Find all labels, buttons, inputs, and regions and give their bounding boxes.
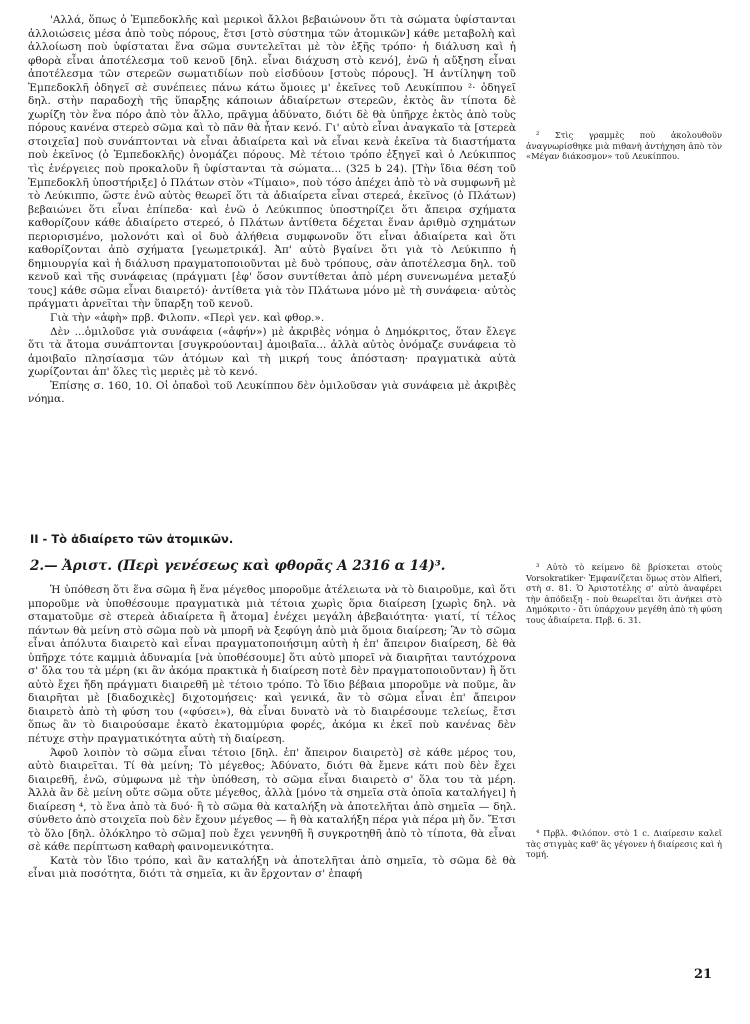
- paragraph: Δὲν ...ὁμιλοῦσε γιὰ συνάφεια («ἁφήν») μὲ ἀκριβὲς νόημα ὁ Δημόκριτος, ὅταν ἔλεγε ὅτι τὰ ἄτομα συνάπτονται [συγκρούονται] ἀμοιβαῖα... ἀλλὰ αὐτὸς ὀνόμαζε συνάφεια τὸ ἀμοιβαῖο πλησίασμα τῶν ἀτόμων καὶ τὴ μικρή τους ἀπόσταση· πραγματικὰ αὐτὰ χωρίζονται ἀπ' ὅλες τὶς μεριὲς μὲ τὸ κενό.: [28, 325, 516, 379]
- footnote-2: [526, 130, 722, 162]
- footnote-text: ³ Αὐτὸ τὸ κείμενο δὲ βρίσκεται στοὺς Vorsokratiker· Ἐμφανίζεται ὅμως στὸν Alfieri, στὴ σ. 81. Ὁ Ἀριστοτέλης σ' αὐτὸ ἀναφέρει τὴν ἀπόδειξη - ποὺ θεωρεῖται ὅτι ἀνήκει στὸ Δημόκριτο - ὅτι ὑπάρχουν μεγέθη ἀπὸ τὴ φύση τους ἀδιαίρετα. Πρβ. 6. 31.: [526, 562, 722, 625]
- footnote-4: [526, 828, 722, 860]
- paragraph: Κατὰ τὸν ἴδιο τρόπο, καὶ ἂν καταλήξη νὰ ἀποτελῆται ἀπὸ σημεῖα, τὸ σῶμα δὲ θὰ εἶναι μιὰ ποσότητα, διότι τὰ σημεῖα, κι ἂν ἔρχονταν σ' ἐπαφή: [28, 854, 516, 881]
- footnote-3: [526, 562, 722, 626]
- paragraph: Ἐπίσης σ. 160, 10. Οἱ ὀπαδοὶ τοῦ Λευκίππου δὲν ὁμιλοῦσαν γιὰ συνάφεια μὲ ἀκριβὲς νόημα.: [28, 379, 516, 406]
- footnote-text: ² Στὶς γραμμὲς ποὺ ἀκολουθοῦν ἀναγνωρίσθηκε μιὰ πιθανὴ ἀντήχηση ἀπὸ τὸν «Μέγαν διάκοσμον» τοῦ Λευκίππου.: [526, 130, 722, 162]
- footnote-text: ⁴ Πρβλ. Φιλόπον. στὸ 1 c. Διαίρεσιν καλεῖ τὰς στιγμὰς καθ' ἃς γέγονεν ἡ διαίρεσις καὶ ἡ τομή.: [526, 828, 722, 860]
- paragraph: Γιὰ τὴν «ἁφὴ» πρβ. Φιλοπν. «Περὶ γεν. καὶ φθορ.».: [50, 312, 325, 325]
- paragraph: Ἡ ὑπόθεση ὅτι ἕνα σῶμα ἢ ἕνα μέγεθος μποροῦμε ἀτέλειωτα νὰ τὸ διαιροῦμε, καὶ ὅτι μποροῦμε νὰ ὑποθέσουμε πραγματικὰ μιὰ τέτοια χωρὶς ὅρια διαίρεση [χωρὶς δηλ. νὰ σταματοῦμε σὲ στερεὰ ἀδιαίρετα ἢ ἄτομα] ἐνέχει μεγάλη ἀβεβαιότητα· γιατί, τί τέλος πάντων θὰ μείνη στὸ σῶμα ποὺ νὰ μπορῆ νὰ ξεφύγη ἀπὸ μιὰ ὅμοια διαίρεση; Ἂν τὸ σῶμα εἶναι ἀπόλυτα διαιρετὸ καὶ εἶναι πραγματοποιήσιμη αὐτὴ ἡ ἐπ' ἄπειρον διαίρεση, δὲ θὰ ὑπῆρχε τότε καμμιὰ ἀδυναμία [νὰ ὑποθέσουμε] ὅτι αὐτὸ μπορεῖ νὰ διαιρῆται ταυτόχρονα σ' ὅλα του τὰ μέρη (κι ἂν ἀκόμα πρακτικὰ ἡ διαίρεση ποτὲ δὲν πραγματοποιοῦνταν) ἢ ὅτι αὐτὸ ἔχει ἤδη πράγματι διαιρεθῆ μὲ τέτοιο τρόπο. Τὸ ἴδιο βέβαια μποροῦμε νὰ ποῦμε, ἂν διαιρῆται μὲ [διαδοχικὲς] διχοτομήσεις· καὶ γενικά, ἂν τὸ σῶμα εἶναι ἐπ' ἄπειρον διαιρετὸ ἀπὸ τὴ φύση του («φύσει»), θὰ εἶναι δυνατὸ νὰ τὸ διαιρέσουμε τελείως, ἔτσι ὅπως ἂν τὸ διαιρούσαμε ἑκατὸ ἑκατομμύρια φορές, ἀκόμα κι ἐκεῖ ποὺ κανένας δὲν πέτυχε στὴν πραγματικότητα αὐτὴ τὴ διαίρεση.: [28, 584, 516, 746]
- text-block-lower: [28, 584, 516, 882]
- section-heading: II - Τὸ ἀδιαίρετο τῶν ἀτομικῶν.: [30, 532, 234, 546]
- paragraph: 'Αλλά, ὅπως ὁ Ἐμπεδοκλῆς καὶ μερικοὶ ἄλλοι βεβαιώνουν ὅτι τὰ σώματα ὑφίστανται ἀλλοιώσεις μέσα ἀπὸ τοὺς πόρους, ἔτσι [στὸ σύστημα τῶν ἀτομικῶν] κάθε μεταβολὴ καὶ ἀλλοίωση ποὺ ὑφίσταται ἕνα σῶμα συντελεῖται μὲ τὸν ἑξῆς τρόπο· ἡ διάλυση καὶ ἡ φθορὰ εἶναι ἀποτέλεσμα τοῦ κενοῦ [δηλ. εἶναι διάχυση στὸ κενό], ἐνῶ ἡ αὔξηση εἶναι ἀποτέλεσμα τῶν στερεῶν σωματιδίων ποὺ εἰσδύουν [στοὺς πόρους]. Ἡ ἀντίληψη τοῦ Ἐμπεδοκλῆ ὁδηγεῖ σὲ συνέπειες πάνω κάτω ὅμοιες μ' ἐκεῖνες τοῦ Λευκίππου ²· ὁδηγεῖ δηλ. στὴν παραδοχὴ τῆς ὕπαρξης κάποιων ἀδιαίρετων στερεῶν, ἐκτὸς ἂν τίποτα δὲ χωρίζη τὸν ἕνα πόρο ἀπὸ τὸν ἄλλο, πρᾶγμα ἀδύνατο, διότι δὲ θὰ ὑπῆρχε ἐκτὸς ἀπὸ τοὺς πόρους κανένα στερεὸ σῶμα καὶ τὸ πᾶν θὰ ἦταν κενό. Γι' αὐτὸ εἶναι ἀναγκαῖο τὰ [στερεὰ στοιχεῖα] ποὺ συνάπτονται νὰ εἶναι ἀδιαίρετα καὶ νὰ εἶναι κενὰ ἐκεῖνα τὰ διαστήματα ποὺ ἐκεῖνος (ὁ Ἐμπεδοκλῆς) ὀνομάζει πόρους. Μὲ τέτοιο τρόπο ἐξηγεῖ καὶ ὁ Λεύκιππος τὶς ἐνέργειες ποὺ προκαλοῦν ἢ ὑφίστανται τὰ σώματα... (325 b 24). [Τὴν ἴδια θέση τοῦ Ἐμπεδοκλῆ ὑποστήριξε] ὁ Πλάτων στὸν «Τίμαιο», ποὺ τόσο ἀπέχει ἀπὸ τὸ νὰ συμφωνῆ μὲ τὸ Λεύκιππο, ὥστε ἐνῶ αὐτὸς θεωρεῖ ὅτι τὰ ἀδιαίρετα εἶναι στερεά, ἐκεῖνος (ὁ Πλάτων) βεβαιώνει ὅτι εἶναι ἐπίπεδα· καὶ ἐνῶ ὁ Λεύκιππος ὑποστηρίζει ὅτι ἄπειρα σχήματα καθορίζουν κάθε ἀδιαίρετο στερεό, ὁ Πλάτων ἀντίθετα δέχεται ἕναν ἀριθμὸ σχημάτων περιορισμένο, μολονότι καὶ οἱ δυὸ ἀλήθεια συμφωνοῦν ὅτι εἶναι ἀδιαίρετα καὶ ὅτι καθορίζονται ἀπὸ σχήματα [γεωμετρικά]. Ἀπ' αὐτὸ βγαίνει ὅτι γιὰ τὸ Λεύκιππο ἡ δημιουργία καὶ ἡ διάλυση πραγματοποιοῦνται μὲ δυὸ τρόπους, σὰν ἀποτέλεσμα δηλ. τοῦ κενοῦ καὶ τῆς συνάφειας (πράγματι [ἐφ' ὅσον συντίθεται ἀπὸ μέρη συνενωμένα μεταξύ τους] κάθε σῶμα εἶναι διαιρετό)· ἀντίθετα γιὰ τὸν Πλάτωνα μόνο μὲ τὴ συνάφεια· αὐτὸς πράγματι ἀρνεῖται τὴν ὕπαρξη τοῦ κενοῦ.: [28, 14, 516, 311]
- fragment-heading: 2.— Ἀριστ. (Περὶ γενέσεως καὶ φθορᾶς Α 2316 α 14)³.: [30, 558, 446, 574]
- page-number: 21: [694, 967, 713, 982]
- text-block-upper: [28, 14, 516, 407]
- paragraph: Ἀφοῦ λοιπὸν τὸ σῶμα εἶναι τέτοιο [δηλ. ἐπ' ἄπειρον διαιρετὸ] σὲ κάθε μέρος του, αὐτὸ διαιρεῖται. Τί θὰ μείνη; Τὸ μέγεθος; Ἀδύνατο, διότι θὰ ἔμενε κάτι ποὺ δὲν ἔχει διαιρεθῆ, ἐνῶ, σύμφωνα μὲ τὴν ὑπόθεση, τὸ σῶμα εἶναι διαιρετὸ σ' ὅλα του τὰ μέρη. Ἀλλὰ ἂν δὲ μείνη οὔτε σῶμα οὔτε μέγεθος, ἀλλὰ [μόνο τὰ σημεῖα στὰ ὁποῖα καταλήγει] ἡ διαίρεση ⁴, τὸ ἕνα ἀπὸ τὰ δυό· ἢ τὸ σῶμα θὰ καταλήξη νὰ ἀποτελῆται ἀπὸ σημεῖα — δηλ. σύνθετο ἀπὸ στοιχεῖα ποὺ δὲν ἔχουν μέγεθος — ἢ θὰ καταλήξη πέρα γιὰ πέρα μὴ ὄν. Ἔτσι τὸ ὅλο [δηλ. ὁλόκληρο τὸ σῶμα] ποὺ ἔχει γεννηθῆ ἢ συγκροτηθῆ ἀπὸ τὸ τίποτα, θὰ εἶναι σὲ κάθε περίπτωση καθαρὴ φαινομενικότητα.: [28, 746, 516, 854]
